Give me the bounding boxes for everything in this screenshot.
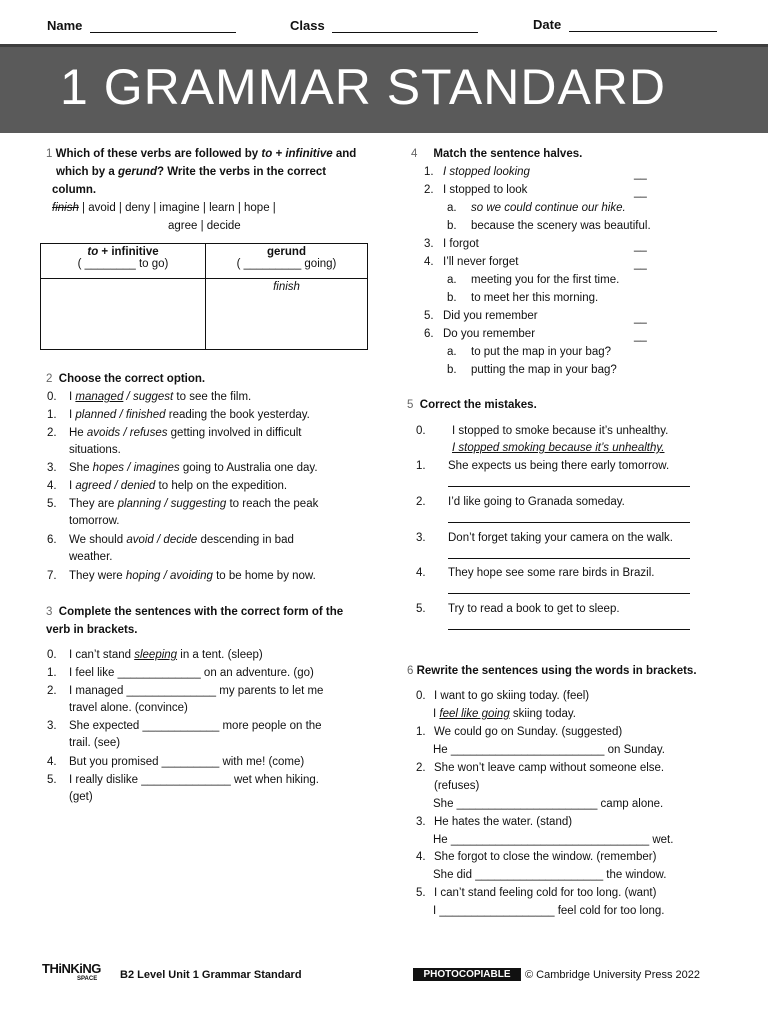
- exercise-2-item: [47, 497, 319, 511]
- brand-logo: THiNKiNG: [42, 961, 101, 976]
- row-label: 3.: [424, 238, 434, 250]
- item-text: I planned / finished reading the book yesterday.: [69, 409, 310, 421]
- option-a: planned: [75, 409, 117, 421]
- item-number: 3.: [47, 720, 57, 732]
- infinitive-column-cell[interactable]: [41, 279, 206, 350]
- row-text: I stopped looking: [443, 166, 530, 178]
- exercise-5-item: [416, 424, 669, 438]
- item-continuation: trail. (see): [69, 737, 121, 749]
- item-text: He hates the water. (stand): [434, 816, 573, 828]
- item-number: 2.: [416, 496, 426, 508]
- answer-line[interactable]: [448, 558, 690, 559]
- row-label: 2.: [424, 184, 434, 196]
- row-text: Did you remember: [443, 310, 538, 322]
- item-text: I managed ______________ my parents to let me: [69, 685, 324, 697]
- match-ending: [447, 345, 612, 359]
- class-line: [332, 20, 478, 33]
- exercise-6-item: [416, 761, 665, 775]
- match-ending: [447, 201, 626, 215]
- exercise-2-item: [47, 390, 252, 404]
- item-number: 4.: [416, 851, 426, 863]
- match-ending: [447, 219, 651, 233]
- item-text: She won’t leave camp without someone else.: [434, 762, 665, 774]
- exercise-2-item: [47, 479, 288, 493]
- option-a: avoids: [86, 427, 121, 439]
- row-text: Do you remember: [443, 328, 536, 340]
- option-b: avoiding: [170, 570, 213, 582]
- gerund-column-cell[interactable]: finish: [206, 279, 368, 350]
- item-continuation: situations.: [69, 444, 121, 456]
- name-label: Name: [47, 18, 83, 33]
- date-field[interactable]: [533, 18, 717, 32]
- item-continuation: travel alone. (convince): [69, 702, 188, 714]
- answer-line[interactable]: [448, 522, 690, 523]
- example-answer: I feel like going skiing today.: [433, 708, 576, 720]
- verb-table: [40, 243, 368, 350]
- option-b: suggest: [132, 391, 174, 403]
- exercise-6-item: [416, 886, 657, 900]
- exercise-5-item: [416, 495, 625, 509]
- exercise-3-item: [47, 755, 305, 769]
- course-info: B2 Level Unit 1 Grammar Standard: [120, 969, 302, 981]
- item-number: 2.: [416, 762, 426, 774]
- verb-example: finish: [52, 202, 79, 214]
- class-label: Class: [290, 18, 325, 33]
- item-text: I can’t stand feeling cold for too long. (want): [434, 887, 657, 899]
- item-continuation: (get): [69, 791, 93, 803]
- match-beginning: [424, 237, 479, 251]
- exercise-5-item: [416, 566, 655, 580]
- option-a: hoping: [125, 570, 161, 582]
- match-answer-blank[interactable]: __: [634, 258, 647, 270]
- copyright: © Cambridge University Press 2022: [525, 969, 701, 981]
- item-text: I managed / suggest to see the film.: [69, 391, 252, 403]
- verb-table-head: to + infinitive ( ________ to go) gerund ( _________ going): [41, 244, 368, 279]
- answer-line[interactable]: He ________________________ on Sunday.: [433, 744, 665, 756]
- date-line: [569, 19, 717, 32]
- item-text: They are planning / suggesting to reach the peak: [69, 498, 319, 510]
- page-title: 1 GRAMMAR STANDARD: [60, 59, 667, 115]
- verb-table-answers: [41, 279, 368, 350]
- option-a: agreed: [75, 480, 112, 492]
- option-b: decide: [163, 534, 198, 546]
- match-ending: [447, 273, 620, 287]
- item-text: Try to read a book to get to sleep.: [448, 603, 620, 615]
- exercise-3-item: [47, 666, 314, 680]
- answer-line[interactable]: [448, 486, 690, 487]
- item-text: They hope see some rare birds in Brazil.: [448, 567, 655, 579]
- option-a: hopes: [92, 462, 125, 474]
- match-beginning: [424, 165, 530, 179]
- verb-list: finish | avoid | deny | imagine | learn | hope |: [52, 202, 276, 214]
- item-continuation: weather.: [69, 551, 113, 563]
- item-number: 0.: [47, 391, 57, 403]
- exercise-3-item: [47, 719, 322, 733]
- match-answer-blank[interactable]: __: [634, 186, 647, 198]
- item-number: 5.: [47, 498, 57, 510]
- exercise-2-item: [47, 426, 302, 440]
- item-number: 2.: [47, 685, 57, 697]
- row-label: b.: [447, 292, 457, 304]
- row-text: so we could continue our hike.: [471, 202, 626, 214]
- option-a: avoid: [126, 534, 154, 546]
- exercise-5-item: [416, 531, 674, 545]
- answer-line[interactable]: She did ____________________ the window.: [433, 869, 667, 881]
- exercise-2-item: [47, 569, 316, 583]
- item-continuation: tomorrow.: [69, 515, 120, 527]
- row-text: I forgot: [443, 238, 479, 250]
- item-text: Don’t forget taking your camera on the walk.: [448, 532, 674, 544]
- exercise-3-item: [47, 684, 324, 698]
- item-number: 0.: [47, 649, 57, 661]
- option-b: refuses: [129, 427, 168, 439]
- photocopiable-badge: PHOTOCOPIABLE: [413, 968, 521, 981]
- item-number: 7.: [47, 570, 57, 582]
- item-number: 1.: [416, 460, 426, 472]
- item-text: They were hoping / avoiding to be home by now.: [69, 570, 316, 582]
- item-number: 5.: [416, 887, 426, 899]
- row-label: 5.: [424, 310, 434, 322]
- exercise-6-item: [416, 725, 623, 739]
- match-beginning: [424, 309, 538, 323]
- exercise-5-item: [416, 602, 620, 616]
- item-text: I feel like _____________ on an adventure. (go): [69, 667, 314, 679]
- item-number: 4.: [416, 567, 426, 579]
- row-text: to put the map in your bag?: [471, 346, 612, 358]
- item-number: 1.: [47, 667, 57, 679]
- match-beginning: [424, 183, 528, 197]
- item-text: I really dislike ______________ wet when hiking.: [69, 774, 319, 786]
- match-ending: [447, 291, 599, 305]
- exercise-6-item: [416, 689, 590, 703]
- name-line: [90, 20, 236, 33]
- item-number: 5.: [416, 603, 426, 615]
- example-answer: I stopped smoking because it’s unhealthy.: [452, 442, 665, 454]
- row-label: 4.: [424, 256, 434, 268]
- item-number: 5.: [47, 774, 57, 786]
- name-field[interactable]: [47, 19, 236, 33]
- item-text: But you promised _________ with me! (come): [69, 756, 305, 768]
- answer-line[interactable]: I __________________ feel cold for too long.: [433, 905, 665, 917]
- match-answer-blank[interactable]: __: [634, 312, 647, 324]
- row-text: meeting you for the first time.: [471, 274, 620, 286]
- item-number: 3.: [47, 462, 57, 474]
- item-text: I stopped to smoke because it’s unhealthy.: [452, 425, 669, 437]
- item-number: 0.: [416, 690, 426, 702]
- match-answer-blank[interactable]: __: [634, 330, 647, 342]
- option-b: finished: [125, 409, 166, 421]
- exercise-3-item: [47, 648, 263, 662]
- item-number: 3.: [416, 532, 426, 544]
- exercise-2-item: [47, 533, 294, 547]
- item-text: She expects us being there early tomorrow.: [448, 460, 670, 472]
- item-number: 4.: [47, 480, 57, 492]
- item-text: He avoids / refuses getting involved in difficult: [69, 427, 302, 439]
- exercise-2-item: [47, 461, 318, 475]
- item-number: 6.: [47, 534, 57, 546]
- exercise-2-item: [47, 408, 310, 422]
- row-text: putting the map in your bag?: [471, 364, 617, 376]
- row-label: 1.: [424, 166, 434, 178]
- row-label: a.: [447, 346, 457, 358]
- exercise-number: 1: [46, 148, 53, 160]
- item-text: We could go on Sunday. (suggested): [434, 726, 623, 738]
- item-number: 1.: [416, 726, 426, 738]
- option-b: imagines: [133, 462, 180, 474]
- item-text: She expected ____________ more people on the: [69, 720, 322, 732]
- row-label: 6.: [424, 328, 434, 340]
- option-b: denied: [120, 480, 156, 492]
- item-text: We should avoid / decide descending in bad: [69, 534, 294, 546]
- row-text: I’ll never forget: [443, 256, 519, 268]
- row-text: because the scenery was beautiful.: [471, 220, 651, 232]
- answer-line[interactable]: [448, 629, 690, 630]
- item-text: I can’t stand sleeping in a tent. (sleep): [69, 649, 263, 661]
- row-label: b.: [447, 364, 457, 376]
- row-text: I stopped to look: [443, 184, 528, 196]
- item-number: 2.: [47, 427, 57, 439]
- item-text: She forgot to close the window. (remember): [434, 851, 657, 863]
- item-text: I want to go skiing today. (feel): [434, 690, 590, 702]
- item-number: 4.: [47, 756, 57, 768]
- row-label: a.: [447, 274, 457, 286]
- class-field[interactable]: [290, 19, 478, 33]
- row-label: a.: [447, 202, 457, 214]
- date-label: Date: [533, 17, 562, 32]
- item-number: 1.: [47, 409, 57, 421]
- example-answer: sleeping: [134, 649, 178, 661]
- match-answer-blank[interactable]: __: [634, 240, 647, 252]
- brand-logo-sub: SPACE: [77, 976, 98, 982]
- match-ending: [447, 363, 617, 377]
- item-text: She hopes / imagines going to Australia one day.: [69, 462, 318, 474]
- exercise-3-item: [47, 773, 319, 787]
- option-a: managed: [75, 391, 124, 403]
- match-answer-blank[interactable]: __: [634, 168, 647, 180]
- item-continuation: (refuses): [434, 780, 480, 792]
- row-text: to meet her this morning.: [471, 292, 599, 304]
- item-number: 3.: [416, 816, 426, 828]
- answer-line[interactable]: [448, 593, 690, 594]
- exercise-5-item: [416, 459, 670, 473]
- row-label: b.: [447, 220, 457, 232]
- exercise-6-item: [416, 850, 657, 864]
- answer-line[interactable]: He _______________________________ wet.: [433, 834, 674, 846]
- option-a: planning: [117, 498, 162, 510]
- item-text: I’d like going to Granada someday.: [448, 496, 625, 508]
- item-text: I agreed / denied to help on the expedition.: [69, 480, 288, 492]
- match-beginning: [424, 255, 519, 269]
- match-beginning: [424, 327, 536, 341]
- item-number: 0.: [416, 425, 426, 437]
- option-b: suggesting: [170, 498, 227, 510]
- exercise-6-item: [416, 815, 573, 829]
- answer-line[interactable]: She ______________________ camp alone.: [433, 798, 664, 810]
